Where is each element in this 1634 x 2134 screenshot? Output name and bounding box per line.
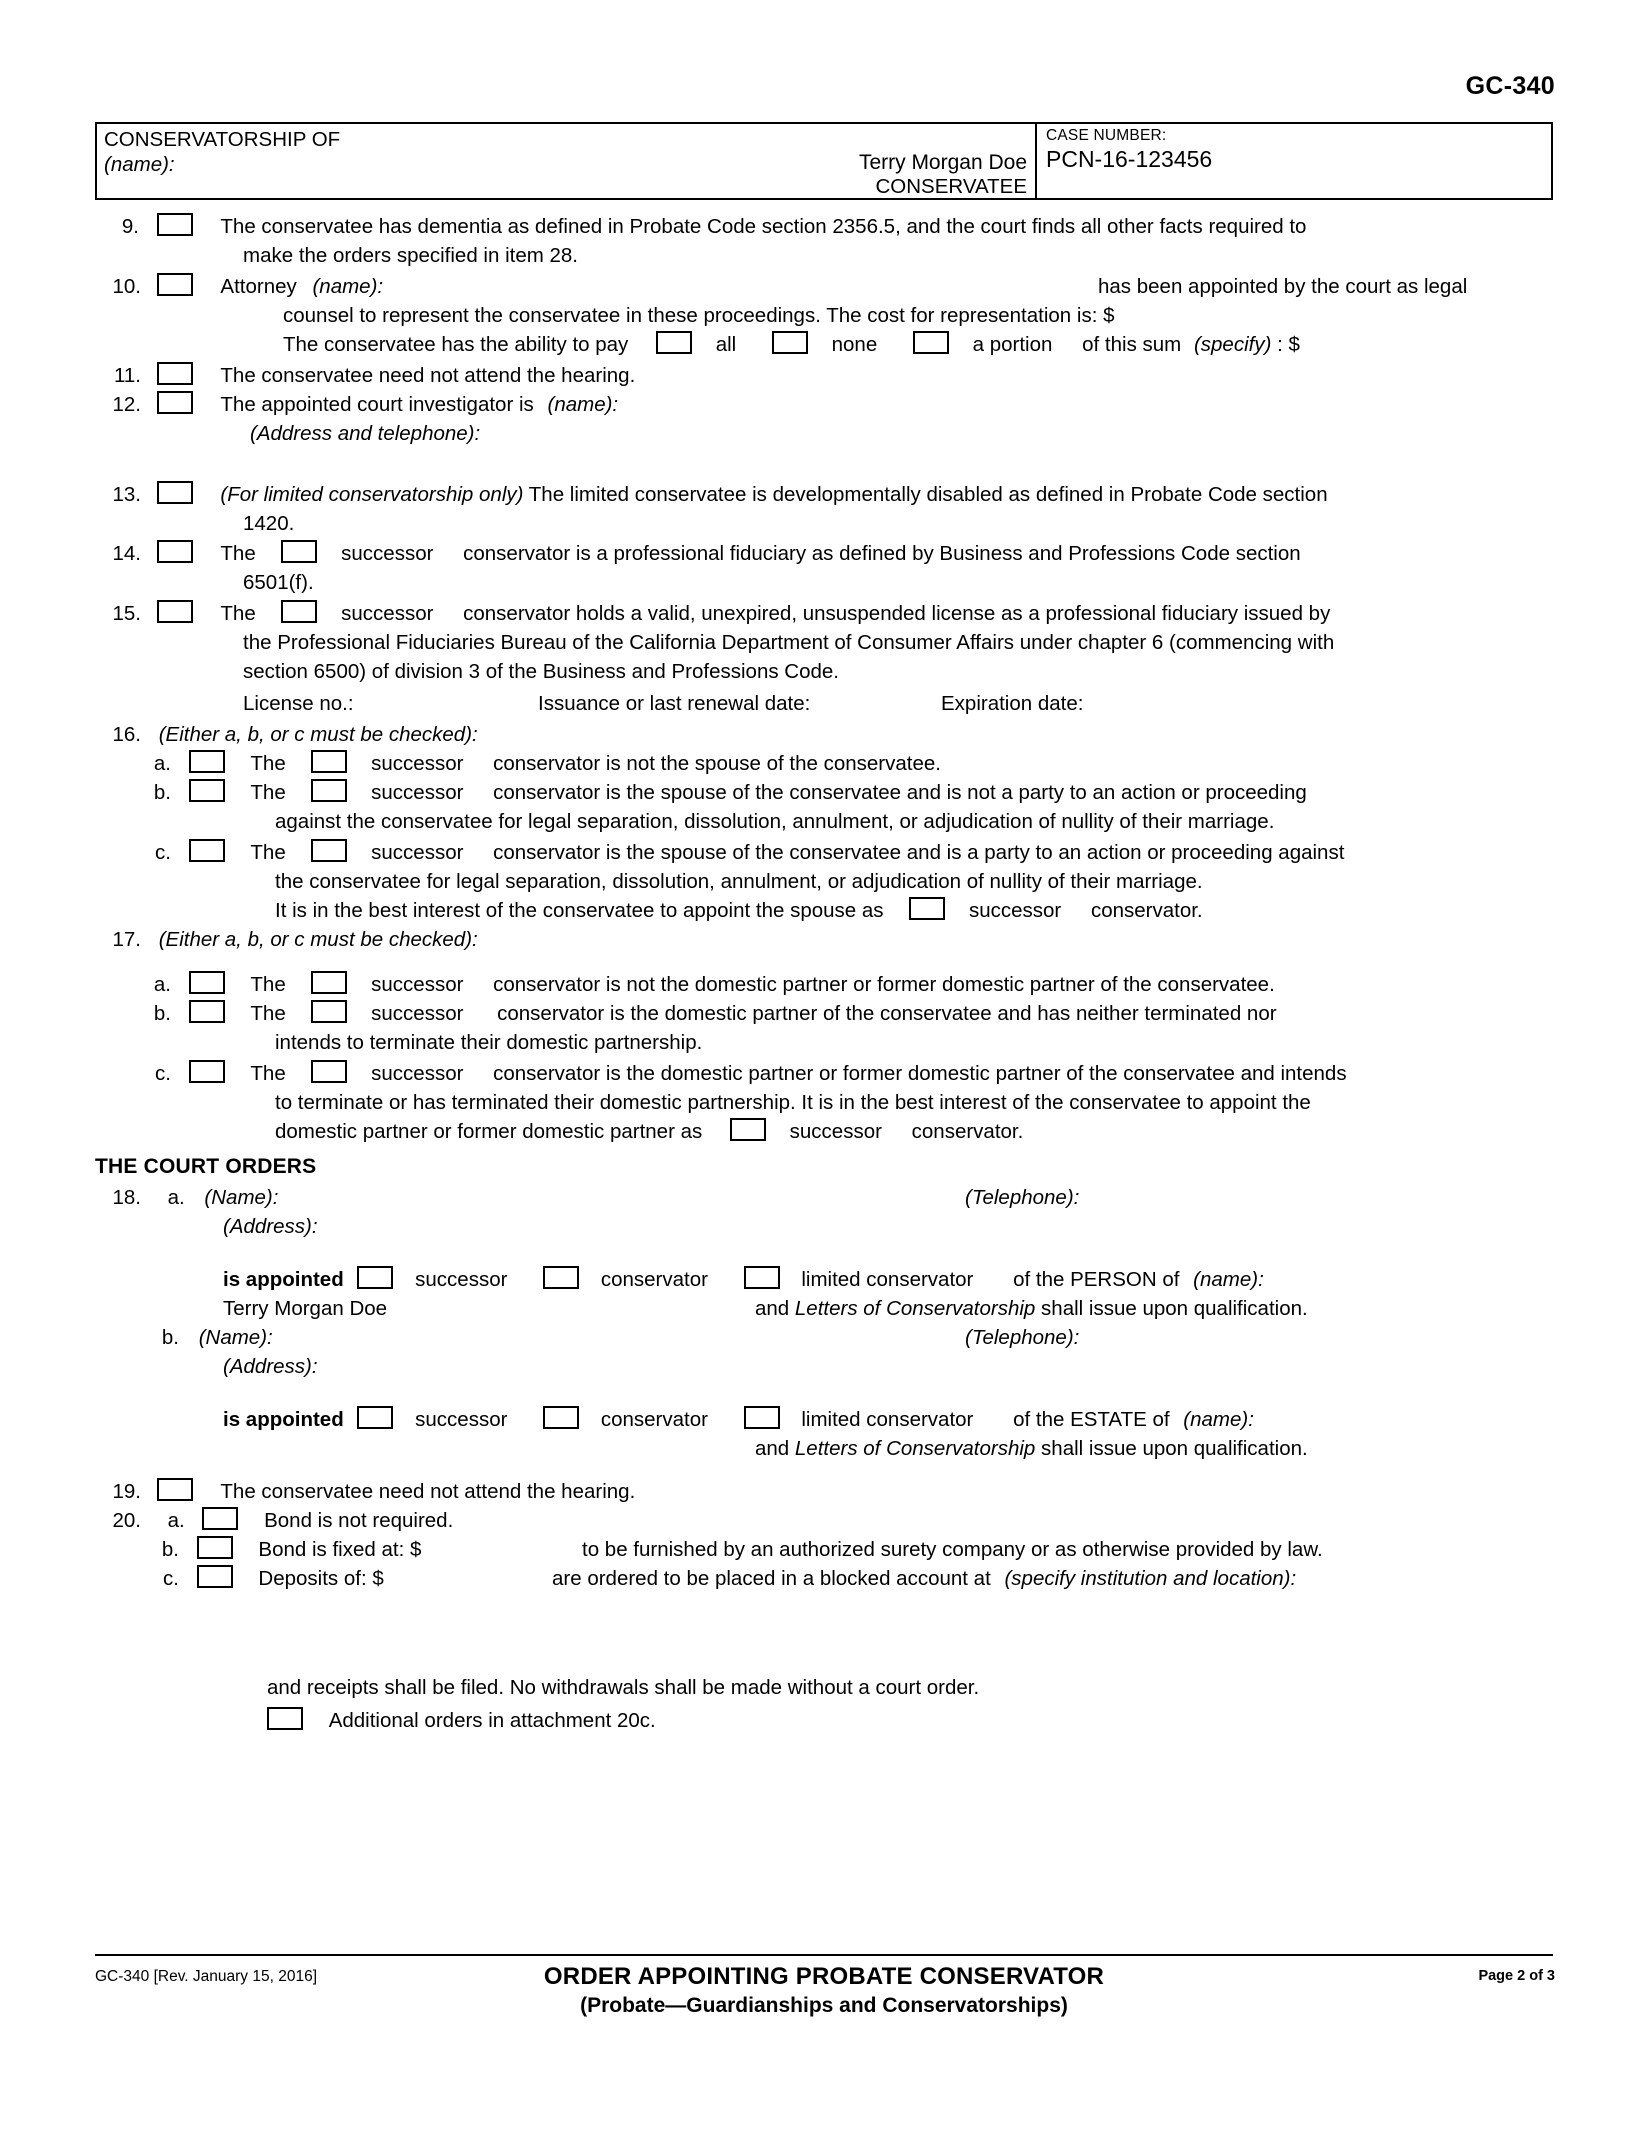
item-16a-text: conservator is not the spouse of the conservatee.	[493, 752, 941, 775]
item-17a-letter: a.	[153, 973, 171, 996]
item-18b-letters-pre: and	[755, 1437, 795, 1460]
item-18b-letters-row	[755, 1434, 1308, 1464]
item-17b-checkbox[interactable]	[189, 1000, 225, 1023]
conservatorship-name-label: (name):	[104, 153, 175, 176]
item-18b-name-label: (Name):	[198, 1326, 273, 1349]
item-18a-checkbox-conservator[interactable]	[543, 1266, 579, 1289]
item-17b-row	[95, 999, 1277, 1029]
item-19-row	[95, 1477, 635, 1507]
item-15-text-line2: the Professional Fiduciaries Bureau of the California Department of Consumer Affairs under chapter 6 (commencing with	[243, 631, 1335, 654]
item-17a-checkbox-successor[interactable]	[311, 971, 347, 994]
item-17b-text-line1: conservator is the domestic partner of the conservatee and has neither terminated nor	[497, 1002, 1277, 1025]
item-15-text-line1: conservator holds a valid, unexpired, unsuspended license as a professional fiduciary issued by	[463, 602, 1331, 625]
item-18a-letters-italic: Letters of Conservatorship	[794, 1297, 1036, 1320]
item-12-address-label: (Address and telephone):	[250, 422, 481, 445]
item-17b-text-line2: intends to terminate their domestic partnership.	[275, 1031, 703, 1054]
item-16b-text-line2: against the conservatee for legal separation, dissolution, annulment, or adjudication of nullity of their marriage.	[275, 810, 1275, 833]
court-orders-heading: THE COURT ORDERS	[95, 1155, 317, 1178]
item-9-checkbox[interactable]	[157, 213, 193, 236]
item-11-number: 11.	[114, 364, 141, 387]
item-17-number: 17.	[112, 928, 141, 951]
item-15-issuance-label: Issuance or last renewal date:	[538, 692, 811, 715]
item-16b-letter: b.	[153, 781, 171, 804]
footer-subtitle: (Probate—Guardianships and Conservatorships)	[580, 1994, 1068, 2017]
footer-center	[95, 1962, 1553, 2020]
item-16c-the-label: The	[250, 841, 286, 864]
item-10-none-label: none	[831, 333, 878, 356]
item-17c-best-interest-post: conservator.	[911, 1120, 1024, 1143]
item-18b-letter: b.	[161, 1326, 179, 1349]
item-17b-letter: b.	[153, 1002, 171, 1025]
item-17b-successor-label: successor	[371, 1002, 464, 1025]
item-20a-row	[95, 1506, 453, 1536]
item-17c-best-interest-pre: domestic partner or former domestic partner as	[275, 1120, 703, 1143]
item-15-the-label: The	[220, 602, 256, 625]
item-16c-checkbox[interactable]	[189, 839, 225, 862]
item-18a-limited-label: limited conservator	[801, 1268, 974, 1291]
item-17a-text: conservator is not the domestic partner or former domestic partner of the conservatee.	[493, 973, 1275, 996]
item-20-number: 20.	[112, 1509, 141, 1532]
caption-box	[95, 122, 1553, 200]
conservatee-name-value: Terry Morgan Doe	[858, 151, 1027, 174]
item-16b-successor-label: successor	[371, 781, 464, 804]
item-15-expiration-label: Expiration date:	[941, 692, 1084, 715]
item-17a-the-label: The	[250, 973, 286, 996]
item-16a-the-label: The	[250, 752, 286, 775]
item-11-text: The conservatee need not attend the hearing.	[220, 364, 636, 387]
item-10-ability-label: The conservatee has the ability to pay	[283, 333, 629, 356]
item-14-text-line2: 6501(f).	[243, 571, 314, 594]
item-18b-letters-italic: Letters of Conservatorship	[794, 1437, 1036, 1460]
item-18a-row	[95, 1183, 278, 1213]
item-18a-checkbox-successor[interactable]	[357, 1266, 393, 1289]
item-9-row	[95, 212, 1306, 242]
form-number: GC-340	[1465, 72, 1555, 100]
item-16c-letter: c.	[155, 841, 171, 864]
item-18a-of-the-person-label: of the PERSON of	[1013, 1268, 1180, 1291]
item-17c-text-line1: conservator is the domestic partner or former domestic partner of the conservatee and intends	[493, 1062, 1347, 1085]
item-17c-successor-label: successor	[371, 1062, 464, 1085]
item-10-row	[95, 272, 383, 302]
item-18a-appointed-row	[223, 1265, 1264, 1295]
item-17c-best-interest-row	[275, 1117, 1023, 1147]
item-11-row	[95, 361, 635, 391]
item-10-portion-label: a portion	[972, 333, 1053, 356]
item-20b-row	[95, 1535, 421, 1565]
item-10-sum-pre: of this sum	[1082, 333, 1182, 356]
item-16c-checkbox-spouse-successor[interactable]	[909, 897, 945, 920]
item-16c-text-line1: conservator is the spouse of the conservatee and is a party to an action or proceeding against	[493, 841, 1345, 864]
item-16c-successor-label: successor	[371, 841, 464, 864]
item-16-row	[95, 720, 478, 750]
item-20c-checkbox[interactable]	[197, 1565, 233, 1588]
item-15-successor-label: successor	[341, 602, 434, 625]
item-9-text-line1: The conservatee has dementia as defined in Probate Code section 2356.5, and the court finds all other facts required to	[220, 215, 1307, 238]
item-10-appointed-text: has been appointed by the court as legal	[1098, 275, 1468, 298]
item-18b-appointed-row	[223, 1405, 1254, 1435]
item-16b-text-line1: conservator is the spouse of the conservatee and is not a party to an action or proceeding	[493, 781, 1307, 804]
item-17c-checkbox-successor[interactable]	[311, 1060, 347, 1083]
item-10-specify-label: (specify)	[1193, 333, 1272, 356]
item-13-text-line2: 1420.	[243, 512, 295, 535]
item-20b-text-post: to be furnished by an authorized surety company or as otherwise provided by law.	[582, 1538, 1323, 1561]
item-10-ability-row	[283, 330, 1300, 360]
conservatorship-of-label: CONSERVATORSHIP OF	[104, 128, 341, 151]
item-20a-text: Bond is not required.	[264, 1509, 454, 1532]
item-16c-checkbox-successor[interactable]	[311, 839, 347, 862]
item-16b-row	[95, 778, 1307, 808]
item-13-text-line1: The limited conservatee is developmentally disabled as defined in Probate Code section	[528, 483, 1328, 506]
item-16c-best-interest-row	[275, 896, 1203, 926]
item-12-text-line1: The appointed court investigator is	[220, 393, 534, 416]
item-17c-checkbox[interactable]	[189, 1060, 225, 1083]
conservatee-role-label: CONSERVATEE	[875, 175, 1027, 198]
item-20c-specify-label: (specify institution and location):	[1004, 1567, 1297, 1590]
caption-case-number-cell	[1037, 124, 1551, 198]
item-20b-amount-label: Bond is fixed at: $	[258, 1538, 422, 1561]
item-18-number: 18.	[112, 1186, 141, 1209]
item-9-text-line2: make the orders specified in item 28.	[243, 244, 578, 267]
item-10-attorney-label: Attorney	[220, 275, 297, 298]
item-20b-letter: b.	[161, 1538, 179, 1561]
item-17c-letter: c.	[155, 1062, 171, 1085]
item-12-name-label: (name):	[547, 393, 619, 416]
item-18b-checkbox-successor[interactable]	[357, 1406, 393, 1429]
item-13-row	[95, 480, 1328, 510]
item-17-heading: (Either a, b, or c must be checked):	[158, 928, 478, 951]
item-18b-limited-label: limited conservator	[801, 1408, 974, 1431]
item-18b-name-label2: (name):	[1183, 1408, 1254, 1431]
item-14-number: 14.	[112, 542, 141, 565]
item-18a-checkbox-limited[interactable]	[744, 1266, 780, 1289]
item-18a-telephone-label: (Telephone):	[965, 1186, 1080, 1209]
item-20-additional-row	[267, 1706, 656, 1736]
item-10-checkbox-all[interactable]	[656, 331, 692, 354]
footer-divider	[95, 1954, 1553, 1956]
item-15-license-no-label: License no.:	[243, 692, 354, 715]
item-14-successor-label: successor	[341, 542, 434, 565]
item-18a-name-label2: (name):	[1193, 1268, 1264, 1291]
item-18b-checkbox-limited[interactable]	[744, 1406, 780, 1429]
item-15-text-line3: section 6500) of division 3 of the Business and Professions Code.	[243, 660, 839, 683]
item-16a-checkbox[interactable]	[189, 750, 225, 773]
item-10-text-line2: counsel to represent the conservatee in these proceedings. The cost for representation is: $	[283, 304, 1115, 327]
item-10-name-label: (name):	[312, 275, 384, 298]
item-18a-successor-label: successor	[415, 1268, 508, 1291]
item-15-row	[95, 599, 1330, 629]
item-18a-address-label: (Address):	[223, 1215, 318, 1238]
item-20c-text-post: are ordered to be placed in a blocked account at	[552, 1567, 991, 1590]
item-17a-row	[95, 970, 1275, 1000]
item-17c-the-label: The	[250, 1062, 286, 1085]
item-18b-of-the-estate-label: of the ESTATE of	[1013, 1408, 1170, 1431]
item-16-heading: (Either a, b, or c must be checked):	[158, 723, 478, 746]
item-18b-row	[95, 1323, 273, 1353]
item-17c-checkbox-partner-successor[interactable]	[730, 1118, 766, 1141]
item-12-number: 12.	[112, 393, 141, 416]
item-10-checkbox-portion[interactable]	[913, 331, 949, 354]
item-16c-row	[95, 838, 1344, 868]
item-18b-letters-post: shall issue upon qualification.	[1035, 1437, 1308, 1460]
item-18a-letter: a.	[167, 1186, 185, 1209]
item-10-checkbox[interactable]	[157, 273, 193, 296]
item-17a-successor-label: successor	[371, 973, 464, 996]
caption-conservatorship-cell	[97, 124, 1037, 198]
item-14-row	[95, 539, 1301, 569]
item-18a-letters-pre: and	[755, 1297, 795, 1320]
item-15-checkbox[interactable]	[157, 600, 193, 623]
item-16a-checkbox-successor[interactable]	[311, 750, 347, 773]
item-20c-amount-label: Deposits of: $	[258, 1567, 384, 1590]
item-14-checkbox-successor[interactable]	[281, 540, 317, 563]
item-18a-letters-row	[755, 1294, 1308, 1324]
item-16-number: 16.	[112, 723, 141, 746]
item-15-checkbox-successor[interactable]	[281, 600, 317, 623]
item-17b-checkbox-successor[interactable]	[311, 1000, 347, 1023]
item-20a-checkbox[interactable]	[202, 1507, 238, 1530]
item-18a-name-label: (Name):	[204, 1186, 279, 1209]
item-20a-letter: a.	[167, 1509, 185, 1532]
item-18b-address-label: (Address):	[223, 1355, 318, 1378]
item-14-text-line1: conservator is a professional fiduciary as defined by Business and Professions Code section	[463, 542, 1301, 565]
item-17c-row	[95, 1059, 1347, 1089]
footer-revision: GC-340 [Rev. January 15, 2016]	[95, 1968, 318, 1985]
item-16c-best-interest-post: conservator.	[1090, 899, 1203, 922]
item-17-row	[95, 925, 478, 955]
item-18a-is-appointed-label: is appointed	[223, 1268, 344, 1291]
item-13-number: 13.	[112, 483, 141, 506]
item-10-checkbox-none[interactable]	[772, 331, 808, 354]
item-12-row	[95, 390, 618, 420]
item-20-additional-label: Additional orders in attachment 20c.	[328, 1709, 656, 1732]
item-18a-person-name-value: Terry Morgan Doe	[223, 1297, 388, 1320]
item-13-paren-note: (For limited conservatorship only)	[220, 483, 524, 506]
item-16a-letter: a.	[153, 752, 171, 775]
item-13-checkbox[interactable]	[157, 481, 193, 504]
item-16a-successor-label: successor	[371, 752, 464, 775]
item-11-checkbox[interactable]	[157, 362, 193, 385]
item-17c-text-line2: to terminate or has terminated their domestic partnership. It is in the best interest of the conservatee to appoint the	[275, 1091, 1311, 1114]
item-17a-checkbox[interactable]	[189, 971, 225, 994]
footer-title: ORDER APPOINTING PROBATE CONSERVATOR	[543, 1963, 1105, 1990]
item-18a-letters-post: shall issue upon qualification.	[1035, 1297, 1308, 1320]
item-19-text: The conservatee need not attend the hearing.	[220, 1480, 636, 1503]
item-20c-letter: c.	[163, 1567, 179, 1590]
item-10-all-label: all	[715, 333, 737, 356]
item-20b-checkbox[interactable]	[197, 1536, 233, 1559]
item-20-additional-checkbox[interactable]	[267, 1707, 303, 1730]
case-number-label: CASE NUMBER:	[1046, 127, 1167, 144]
item-14-checkbox[interactable]	[157, 540, 193, 563]
item-17c-partner-successor-label: successor	[789, 1120, 882, 1143]
item-18b-successor-label: successor	[415, 1408, 508, 1431]
item-19-number: 19.	[112, 1480, 141, 1503]
item-16a-row	[95, 749, 941, 779]
footer-page-label: Page 2 of 3	[1478, 1968, 1555, 1984]
item-19-checkbox[interactable]	[157, 1478, 193, 1501]
item-16c-best-interest-pre: It is in the best interest of the conservatee to appoint the spouse as	[275, 899, 884, 922]
item-17b-the-label: The	[250, 1002, 286, 1025]
item-12-checkbox[interactable]	[157, 391, 193, 414]
item-18b-conservator-label: conservator	[600, 1408, 708, 1431]
item-10-number: 10.	[112, 275, 141, 298]
item-16b-checkbox[interactable]	[189, 779, 225, 802]
item-9-number: 9.	[121, 215, 139, 238]
item-20-closing-text: and receipts shall be filed. No withdrawals shall be made without a court order.	[267, 1676, 980, 1699]
item-18b-telephone-label: (Telephone):	[965, 1326, 1080, 1349]
item-20c-post-row	[552, 1564, 1296, 1594]
item-14-the-label: The	[220, 542, 256, 565]
item-15-number: 15.	[112, 602, 141, 625]
item-16b-the-label: The	[250, 781, 286, 804]
item-16b-checkbox-successor[interactable]	[311, 779, 347, 802]
item-18b-checkbox-conservator[interactable]	[543, 1406, 579, 1429]
item-18b-is-appointed-label: is appointed	[223, 1408, 344, 1431]
case-number-value: PCN-16-123456	[1046, 146, 1213, 172]
item-10-sum-post: : $	[1277, 333, 1300, 356]
item-18a-conservator-label: conservator	[600, 1268, 708, 1291]
item-20c-row	[95, 1564, 384, 1594]
item-16c-spouse-successor-label: successor	[968, 899, 1062, 922]
item-16c-text-line2: the conservatee for legal separation, dissolution, annulment, or adjudication of nullity of their marriage.	[275, 870, 1203, 893]
